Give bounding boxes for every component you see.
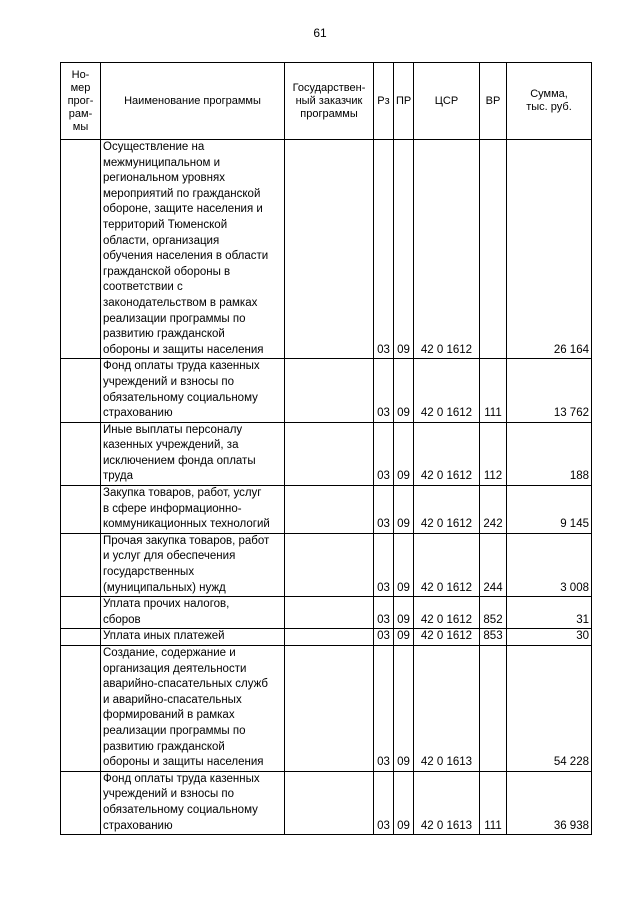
sum-cell: 31	[507, 597, 592, 629]
text-line: ВР	[485, 94, 501, 107]
budget-table	[60, 62, 592, 835]
text-line: учреждений и взносы по	[103, 375, 235, 388]
program-number-cell	[61, 629, 101, 646]
customer-cell	[285, 646, 374, 772]
sum-cell: 13 762	[507, 359, 592, 422]
header-sum	[507, 63, 592, 140]
header-customer	[285, 63, 374, 140]
pr-cell: 09	[394, 422, 414, 485]
vr-cell: 242	[480, 486, 507, 534]
pr-cell: 09	[394, 359, 414, 422]
text-line: ный заказчик	[295, 94, 363, 107]
text-line: рам-	[68, 107, 93, 120]
rz-cell: 03	[374, 533, 394, 596]
csr-cell: 42 0 1612	[414, 486, 480, 534]
header-program-name	[101, 63, 285, 140]
rz-cell: 03	[374, 486, 394, 534]
text-line: в сфере информационно-	[103, 502, 242, 515]
customer-cell	[285, 359, 374, 422]
page-number: 61	[313, 26, 327, 40]
text-line: ПР	[396, 94, 412, 107]
header-csr	[414, 63, 480, 140]
text-line: развитию гражданской	[103, 740, 225, 753]
program-number-cell	[61, 646, 101, 772]
customer-cell	[285, 629, 374, 646]
sum-cell: 9 145	[507, 486, 592, 534]
text-line: Закупка товаров, работ, услуг	[103, 487, 262, 500]
text-line: тыс. руб.	[526, 101, 572, 113]
text-line: учреждений и взносы по	[103, 788, 235, 801]
text-line: мы	[72, 120, 89, 133]
text-line: страхованию	[103, 819, 173, 832]
program-name-cell	[101, 140, 285, 359]
text-line: гражданской обороны в	[103, 265, 231, 278]
text-line: обязательному социальному	[103, 391, 258, 404]
program-number-cell	[61, 422, 101, 485]
program-name-cell	[101, 646, 285, 772]
text-line: (муниципальных) нужд	[103, 581, 226, 594]
rz-cell: 03	[374, 597, 394, 629]
text-line: сборов	[103, 613, 141, 626]
rz-cell: 03	[374, 646, 394, 772]
table-row	[61, 486, 592, 534]
text-line: Уплата прочих налогов,	[103, 598, 230, 611]
text-line: страхованию	[103, 407, 173, 420]
text-line: исключением фонда оплаты	[103, 454, 256, 467]
header-row	[61, 63, 592, 140]
text-line: Фонд оплаты труда казенных	[103, 772, 260, 785]
table-row	[61, 629, 592, 646]
text-line: региональном уровнях	[103, 172, 225, 185]
program-number-cell	[61, 140, 101, 359]
program-name-cell	[101, 486, 285, 534]
program-name-cell	[101, 629, 285, 646]
program-name-cell	[101, 597, 285, 629]
text-line: организация деятельности	[103, 662, 247, 675]
vr-cell: 244	[480, 533, 507, 596]
program-number-cell	[61, 771, 101, 834]
text-line: обороне, защите населения и	[103, 203, 263, 216]
program-name-cell	[101, 771, 285, 834]
customer-cell	[285, 486, 374, 534]
table-row	[61, 771, 592, 834]
program-number-cell	[61, 597, 101, 629]
vr-cell: 852	[480, 597, 507, 629]
pr-cell: 09	[394, 629, 414, 646]
text-line: Фонд оплаты труда казенных	[103, 360, 260, 373]
pr-cell: 09	[394, 533, 414, 596]
text-line: мер	[70, 81, 91, 94]
text-line: Осуществление на	[103, 141, 205, 153]
vr-cell: 112	[480, 422, 507, 485]
pr-cell: 09	[394, 597, 414, 629]
vr-cell: 111	[480, 771, 507, 834]
text-line: реализации программы по	[103, 724, 246, 737]
customer-cell	[285, 422, 374, 485]
csr-cell: 42 0 1612	[414, 629, 480, 646]
csr-cell: 42 0 1612	[414, 140, 480, 359]
text-line: Прочая закупка товаров, работ	[103, 534, 270, 547]
text-line: обучения населения в области	[103, 250, 269, 263]
rz-cell: 03	[374, 140, 394, 359]
table-body	[61, 140, 592, 835]
text-line: государственных	[103, 566, 195, 579]
text-line: Наименование программы	[124, 94, 261, 107]
text-line: межмуниципальном и	[103, 156, 221, 169]
text-line: законодательством в рамках	[103, 296, 258, 309]
header-vr	[480, 63, 507, 140]
rz-cell: 03	[374, 422, 394, 485]
program-number-cell	[61, 359, 101, 422]
sum-cell: 26 164	[507, 140, 592, 359]
header-pr	[394, 63, 414, 140]
vr-cell: 853	[480, 629, 507, 646]
text-line: и услуг для обеспечения	[103, 550, 236, 563]
text-line: прог-	[67, 94, 94, 107]
vr-cell: 111	[480, 359, 507, 422]
text-line: Уплата иных платежей	[103, 630, 225, 643]
text-line: коммуникационных технологий	[103, 518, 270, 531]
rz-cell: 03	[374, 359, 394, 422]
sum-cell: 3 008	[507, 533, 592, 596]
text-line: соответствии с	[103, 281, 183, 294]
vr-cell	[480, 646, 507, 772]
customer-cell	[285, 140, 374, 359]
sum-cell: 54 228	[507, 646, 592, 772]
text-line: обороны и защиты населения	[103, 343, 264, 356]
header-program-number	[61, 63, 101, 140]
text-line: мероприятий по гражданской	[103, 187, 261, 200]
table-row	[61, 422, 592, 485]
text-line: Сумма,	[530, 88, 568, 100]
header-rz	[374, 63, 394, 140]
text-line: аварийно-спасательных служб	[103, 678, 269, 691]
table-row	[61, 140, 592, 359]
text-line: программы	[300, 107, 358, 120]
customer-cell	[285, 597, 374, 629]
pr-cell: 09	[394, 486, 414, 534]
text-line: труда	[103, 470, 134, 483]
text-line: Иные выплаты персоналу	[103, 423, 243, 436]
text-line: ЦСР	[434, 94, 459, 107]
text-line: области, организация	[103, 234, 220, 247]
program-number-cell	[61, 486, 101, 534]
table-row	[61, 359, 592, 422]
csr-cell: 42 0 1612	[414, 422, 480, 485]
program-name-cell	[101, 359, 285, 422]
csr-cell: 42 0 1612	[414, 533, 480, 596]
text-line: реализации программы по	[103, 312, 246, 325]
pr-cell: 09	[394, 140, 414, 359]
text-line: территорий Тюменской	[103, 218, 228, 231]
text-line: обязательному социальному	[103, 803, 258, 816]
customer-cell	[285, 771, 374, 834]
text-line: казенных учреждений, за	[103, 439, 239, 452]
pr-cell: 09	[394, 771, 414, 834]
program-name-cell	[101, 422, 285, 485]
customer-cell	[285, 533, 374, 596]
text-line: формирований в рамках	[103, 709, 235, 722]
vr-cell	[480, 140, 507, 359]
csr-cell: 42 0 1613	[414, 646, 480, 772]
table-row	[61, 646, 592, 772]
text-line: Создание, содержание и	[103, 647, 236, 659]
text-line: обороны и защиты населения	[103, 756, 264, 769]
csr-cell: 42 0 1613	[414, 771, 480, 834]
text-line: Рз	[377, 94, 390, 107]
table-row	[61, 533, 592, 596]
text-line: и аварийно-спасательных	[103, 693, 242, 706]
sum-cell: 188	[507, 422, 592, 485]
rz-cell: 03	[374, 771, 394, 834]
program-name-cell	[101, 533, 285, 596]
text-line: Но-	[71, 68, 90, 81]
pr-cell: 09	[394, 646, 414, 772]
sum-cell: 30	[507, 629, 592, 646]
text-line: развитию гражданской	[103, 328, 225, 341]
csr-cell: 42 0 1612	[414, 359, 480, 422]
program-number-cell	[61, 533, 101, 596]
csr-cell: 42 0 1612	[414, 597, 480, 629]
text-line: Государствен-	[292, 81, 366, 94]
sum-cell: 36 938	[507, 771, 592, 834]
table-row	[61, 597, 592, 629]
rz-cell: 03	[374, 629, 394, 646]
